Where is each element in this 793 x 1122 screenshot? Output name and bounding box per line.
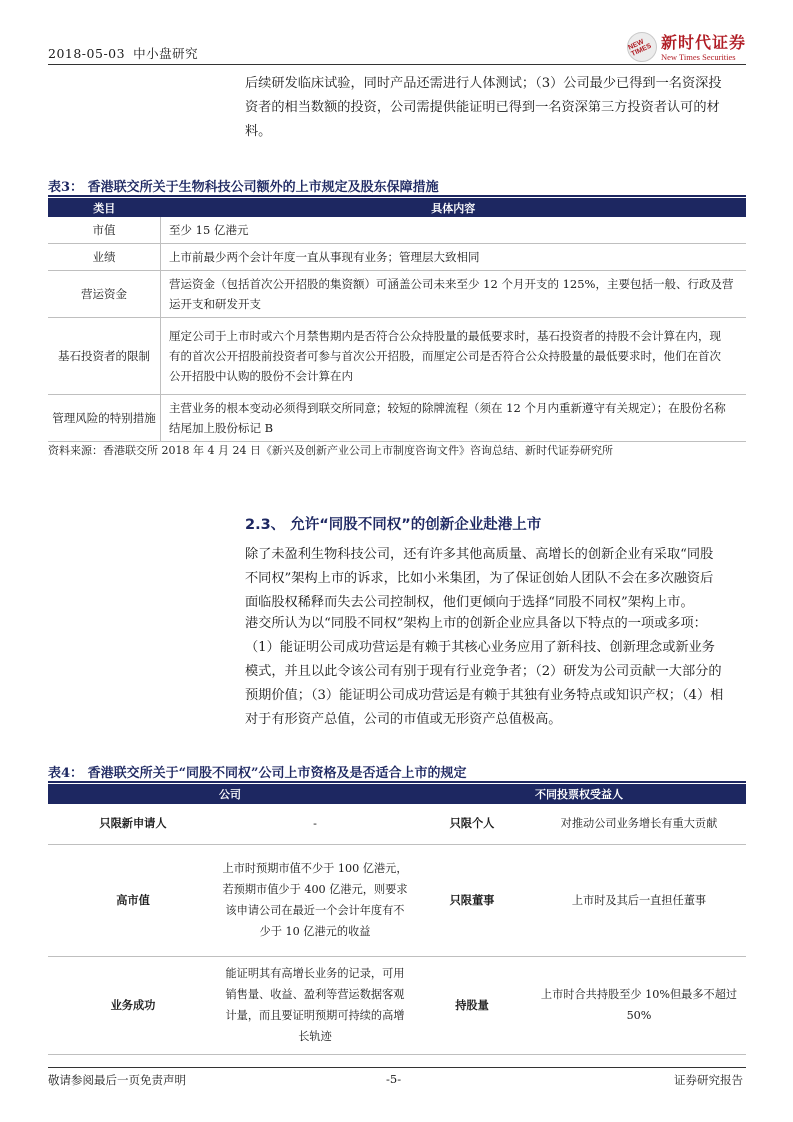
report-category: 中小盘研究 bbox=[133, 46, 199, 61]
column-header: 不同投票权受益人 bbox=[412, 784, 746, 804]
report-date: 2018-05-03 bbox=[48, 46, 126, 61]
table3-caption-rule bbox=[48, 195, 746, 197]
page-number: -5- bbox=[386, 1072, 402, 1086]
holder-label: 持股量 bbox=[412, 956, 532, 1054]
row-category: 业绩 bbox=[48, 244, 161, 271]
table4 bbox=[48, 784, 746, 1055]
table3 bbox=[48, 198, 746, 442]
table-header-row bbox=[48, 198, 746, 217]
table-row bbox=[48, 956, 746, 1054]
table-header-row bbox=[48, 784, 746, 804]
row-category: 基石投资者的限制 bbox=[48, 318, 161, 395]
logo-english-name: New Times Securities bbox=[661, 52, 736, 62]
table3-source: 资料来源：香港联交所 2018 年 4 月 24 日《新兴及创新产业公司上市制度咨询文件》咨询总结、新时代证券研究所 bbox=[48, 444, 613, 457]
table-row bbox=[48, 318, 746, 395]
footer-disclaimer: 敬请参阅最后一页免责声明 bbox=[48, 1073, 186, 1087]
logo-emblem-icon: NEW TIMES bbox=[627, 32, 657, 62]
table-row bbox=[48, 271, 746, 318]
column-header: 公司 bbox=[48, 784, 412, 804]
footer-divider bbox=[48, 1067, 746, 1068]
table-row bbox=[48, 244, 746, 271]
holder-text: 对推动公司业务增长有重大贡献 bbox=[532, 804, 746, 844]
row-category: 市值 bbox=[48, 217, 161, 244]
section-title: 2.3、 允许“同股不同权”的创新企业赴港上市 bbox=[245, 517, 542, 533]
logo-name: 新时代证券 bbox=[661, 35, 747, 52]
company-text: 上市时预期市值不少于 100 亿港元， 若预期市值少于 400 亿港元，则要求 该申请公司在最近一个会计年度有不 少于 10 亿港元的收益 bbox=[218, 844, 412, 956]
row-content: 至少 15 亿港元 bbox=[161, 217, 747, 244]
table3-caption: 表3： 香港联交所关于生物科技公司额外的上市规定及股东保障措施 bbox=[48, 180, 439, 195]
column-header: 类目 bbox=[48, 198, 161, 217]
company-label: 只限新申请人 bbox=[48, 804, 218, 844]
company-text: 能证明其有高增长业务的记录，可用 销售量、收益、盈利等营运数据客观 计量，而且要证明预期可持续的高增 长轨迹 bbox=[218, 956, 412, 1054]
table-row bbox=[48, 804, 746, 844]
row-content: 营运资金（包括首次公开招股的集资额）可涵盖公司未来至少 12 个月开支的 125%，主要包括一般、行政及营 运开支和研发开支 bbox=[161, 271, 747, 318]
header-meta bbox=[48, 44, 198, 62]
holder-text: 上市时合共持股至少 10%但最多不超过 50% bbox=[532, 956, 746, 1054]
holder-text: 上市时及其后一直担任董事 bbox=[532, 844, 746, 956]
brand-logo bbox=[627, 30, 747, 64]
row-category: 营运资金 bbox=[48, 271, 161, 318]
company-label: 高市值 bbox=[48, 844, 218, 956]
section-paragraph-1: 除了未盈利生物科技公司，还有许多其他高质量、高增长的创新企业有采取“同股 不同权”架构上市的诉求，比如小米集团，为了保证创始人团队不会在多次融资后 面临股权稀释而失去公司控制权，他们更倾向于选择“同股不同权”架构上市。 bbox=[245, 547, 714, 610]
row-content: 上市前最少两个会计年度一直从事现有业务；管理层大致相同 bbox=[161, 244, 747, 271]
table-row bbox=[48, 395, 746, 442]
header-divider bbox=[48, 64, 746, 65]
table-row bbox=[48, 217, 746, 244]
table4-caption: 表4： 香港联交所关于“同股不同权”公司上市资格及是否适合上市的规定 bbox=[48, 766, 467, 781]
table-row bbox=[48, 844, 746, 956]
row-category: 管理风险的特别措施 bbox=[48, 395, 161, 442]
holder-label: 只限个人 bbox=[412, 804, 532, 844]
company-text: - bbox=[218, 804, 412, 844]
intro-paragraph: 后续研发临床试验，同时产品还需进行人体测试；（3）公司最少已得到一名资深投 资者的相当数额的投资，公司需提供能证明已得到一名资深第三方投资者认可的材 料。 bbox=[245, 76, 722, 139]
company-label: 业务成功 bbox=[48, 956, 218, 1054]
footer-report-type: 证券研究报告 bbox=[674, 1073, 743, 1087]
holder-label: 只限董事 bbox=[412, 844, 532, 956]
row-content: 厘定公司于上市时或六个月禁售期内是否符合公众持股量的最低要求时，基石投资者的持股不会计算在内，现 有的首次公开招股前投资者可参与首次公开招股，而厘定公司是否符合公众持股量的最低要求时，他们在首次 公开招股中认购的股份不会计算在内 bbox=[161, 318, 747, 395]
table4-caption-rule bbox=[48, 781, 746, 783]
section-paragraph-2: 港交所认为以“同股不同权”架构上市的创新企业应具备以下特点的一项或多项： （1）能证明公司成功营运是有赖于其核心业务应用了新科技、创新理念或新业务 模式，并且以此令该公司有别于现有行业竞争者；（2）研发为公司贡献一大部分的 预期价值；（3）能证明公司成功营运是有赖于其独有业务特点或知识产权；（4）相 对于有形资产总值，公司的市值或无形资产总值极高。 bbox=[245, 616, 724, 727]
column-header: 具体内容 bbox=[161, 198, 747, 217]
row-content: 主营业务的根本变动必须得到联交所同意；较短的除牌流程（须在 12 个月内重新遵守有关规定）；在股份名称 结尾加上股份标记 B bbox=[161, 395, 747, 442]
